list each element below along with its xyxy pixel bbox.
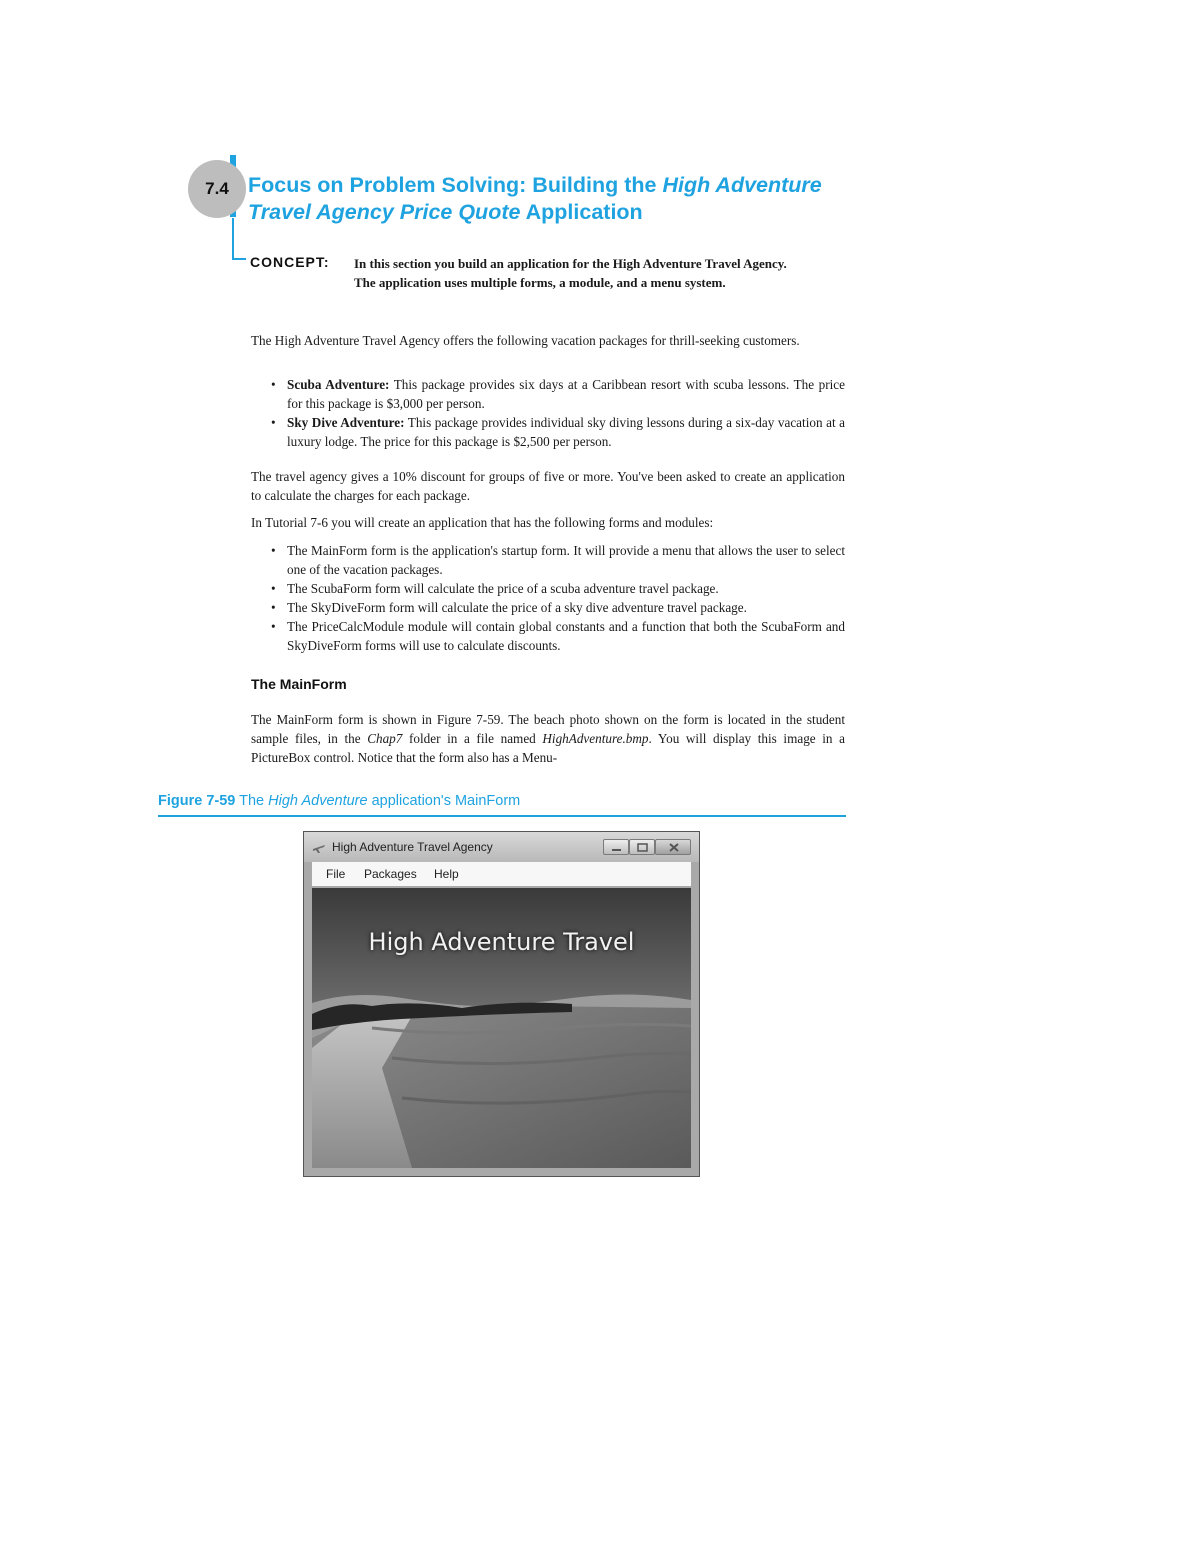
mainform-paragraph xyxy=(251,710,845,767)
list-item xyxy=(271,375,845,413)
tutorial-intro-paragraph: In Tutorial 7-6 you will create an application that has the following forms and modules: xyxy=(251,515,714,530)
discount-paragraph: The travel agency gives a 10% discount for groups of five or more. You've been asked to create an application to calculate the charges for each package. xyxy=(251,469,845,503)
package-list xyxy=(271,375,845,451)
concept-text: In this section you build an application for the High Adventure Travel Agency. The application uses multiple forms, a module, and a menu system. xyxy=(354,256,787,290)
mainform-folder: Chap7 xyxy=(367,731,403,746)
section-rule-vertical xyxy=(232,218,234,258)
maximize-icon xyxy=(630,840,656,856)
section-title-italic: High Adventure Travel Agency Price Quote xyxy=(248,173,822,224)
section-number-badge: 7.4 xyxy=(188,160,246,218)
window-title: High Adventure Travel Agency xyxy=(332,840,493,854)
section-title xyxy=(248,172,848,226)
menu-bar xyxy=(312,862,691,886)
minimize-button[interactable] xyxy=(603,839,629,855)
mainform-file: HighAdventure.bmp xyxy=(542,731,649,746)
figure-number: Figure 7-59 xyxy=(158,793,236,809)
package-text: This package provides six days at a Caribbean resort with scuba lessons. The price for this package is $3,000 per person. xyxy=(287,377,845,411)
subheading-mainform: The MainForm xyxy=(251,676,347,692)
beach-photo xyxy=(312,888,691,1168)
minimize-icon xyxy=(604,840,630,856)
menu-help[interactable]: Help xyxy=(434,867,459,881)
list-item xyxy=(271,413,845,451)
list-item: • The SkyDiveForm form will calculate the price of a sky dive adventure travel package. xyxy=(271,598,845,617)
maximize-button[interactable] xyxy=(629,839,655,855)
section-title-prefix: Focus on Problem Solving: Building the xyxy=(248,173,663,197)
figure-caption-post: application's MainForm xyxy=(367,793,521,809)
title-bar[interactable] xyxy=(304,832,699,862)
mainform-text-1: The MainForm form is shown in Figure 7-59. The beach photo shown on the form is located in the student sample files, in the xyxy=(251,712,845,746)
package-text: This package provides individual sky diving lessons during a six-day vacation at a luxury lodge. The price for this package is $2,500 per person. xyxy=(287,415,845,449)
concept-label: CONCEPT: xyxy=(250,254,330,270)
menu-packages[interactable]: Packages xyxy=(364,867,417,881)
mainform-text-2: folder in a file named xyxy=(402,731,543,746)
list-item: • The MainForm form is the application's startup form. It will provide a menu that allows the user to select one of the vacation packages. xyxy=(271,541,845,579)
package-name: Scuba Adventure: xyxy=(287,377,390,392)
intro-paragraph: The High Adventure Travel Agency offers the following vacation packages for thrill-seeking customers. xyxy=(251,333,800,348)
figure-caption-pre: The xyxy=(235,793,269,809)
plane-icon xyxy=(312,841,326,853)
module-list xyxy=(271,541,845,655)
section-title-suffix: Application xyxy=(520,200,643,224)
menu-file[interactable]: File xyxy=(326,867,346,881)
figure-rule xyxy=(158,815,846,817)
mainform-text-3: . You will display this image in a PictureBox control. Notice that the form also has a Menu- xyxy=(251,731,845,765)
list-item: • The ScubaForm form will calculate the price of a scuba adventure travel package. xyxy=(271,579,845,598)
close-icon xyxy=(656,840,692,856)
list-item: • The PriceCalcModule module will contain global constants and a function that both the ScubaForm and SkyDiveForm forms will use to calculate discounts. xyxy=(271,617,845,655)
section-rule-horizontal xyxy=(232,258,246,260)
figure-caption-italic: High Adventure xyxy=(268,793,368,809)
figure-caption xyxy=(158,793,520,809)
package-name: Sky Dive Adventure: xyxy=(287,415,405,430)
main-form-window xyxy=(303,831,700,1177)
close-button[interactable] xyxy=(655,839,691,855)
photo-title: High Adventure Travel xyxy=(368,928,635,956)
